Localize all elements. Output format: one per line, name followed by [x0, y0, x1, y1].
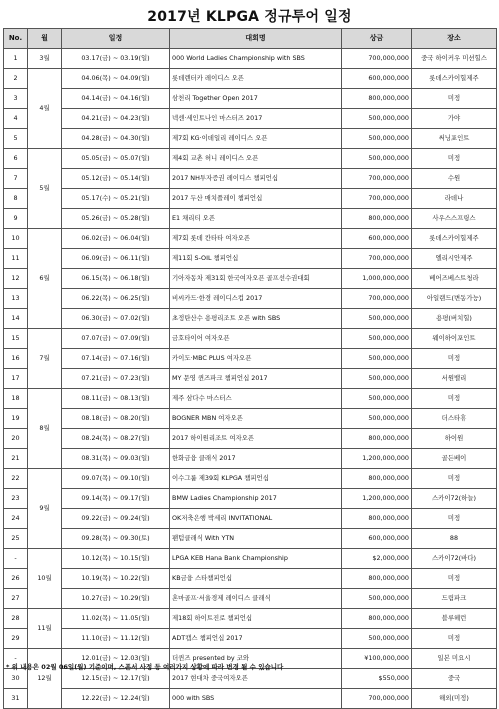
event-venue: 미정: [412, 569, 497, 589]
event-venue: 중국 하이커우 미션힐스: [412, 49, 497, 69]
month-label: 4월: [28, 69, 62, 149]
event-date: 12.15(금) ~ 12.17(일): [62, 669, 170, 689]
header-month: 월: [28, 29, 62, 49]
event-name: 넥센·세인트나인 마스터즈 2017: [170, 109, 342, 129]
event-date: 10.12(목) ~ 10.15(일): [62, 549, 170, 569]
table-row: [4, 609, 497, 629]
event-venue: 롯데스카이힐제주: [412, 69, 497, 89]
table-row: [4, 469, 497, 489]
event-date: 06.22(목) ~ 06.25(일): [62, 289, 170, 309]
event-prize: 700,000,000: [342, 289, 412, 309]
row-number: 25: [4, 529, 28, 549]
month-label: 7월: [28, 329, 62, 389]
month-label: 3월: [28, 49, 62, 69]
table-row: [4, 49, 497, 69]
row-number: 7: [4, 169, 28, 189]
event-date: 08.11(금) ~ 08.13(일): [62, 389, 170, 409]
month-label: 10월: [28, 549, 62, 609]
event-prize: $550,000: [342, 669, 412, 689]
event-venue: 용평(버치힐): [412, 309, 497, 329]
event-venue: 사우스스프링스: [412, 209, 497, 229]
event-date: 06.09(금) ~ 06.11(일): [62, 249, 170, 269]
row-number: 9: [4, 209, 28, 229]
event-name: 2017 두산 매치플레이 챔피언십: [170, 189, 342, 209]
row-number: 21: [4, 449, 28, 469]
event-venue: 블루헤런: [412, 609, 497, 629]
event-name: 혼마골프·서울경제 레이디스 클래식: [170, 589, 342, 609]
event-venue: 수원: [412, 169, 497, 189]
table-row: [4, 589, 497, 609]
row-number: 24: [4, 509, 28, 529]
event-name: 삼천리 Together Open 2017: [170, 89, 342, 109]
event-date: 04.06(목) ~ 04.09(일): [62, 69, 170, 89]
event-name: ADT캡스 챔피언십 2017: [170, 629, 342, 649]
event-prize: $2,000,000: [342, 549, 412, 569]
table-row: [4, 509, 497, 529]
event-prize: 700,000,000: [342, 249, 412, 269]
event-prize: 500,000,000: [342, 149, 412, 169]
event-date: 04.28(금) ~ 04.30(일): [62, 129, 170, 149]
row-number: 28: [4, 609, 28, 629]
event-venue: 해외(미정): [412, 689, 497, 709]
event-name: BMW Ladies Championship 2017: [170, 489, 342, 509]
event-date: 05.26(금) ~ 05.28(일): [62, 209, 170, 229]
table-row: [4, 249, 497, 269]
table-row: [4, 429, 497, 449]
event-prize: 500,000,000: [342, 389, 412, 409]
event-name: 팬텀클래식 With YTN: [170, 529, 342, 549]
event-prize: 500,000,000: [342, 409, 412, 429]
month-label: 5월: [28, 149, 62, 229]
event-date: 10.27(금) ~ 10.29(일): [62, 589, 170, 609]
table-row: [4, 449, 497, 469]
table-row: [4, 389, 497, 409]
row-number: 5: [4, 129, 28, 149]
event-venue: 미정: [412, 389, 497, 409]
event-date: 11.02(목) ~ 11.05(일): [62, 609, 170, 629]
row-number: 29: [4, 629, 28, 649]
table-header-row: [4, 29, 497, 49]
header-event: 대회명: [170, 29, 342, 49]
table-row: [4, 369, 497, 389]
event-prize: 1,200,000,000: [342, 449, 412, 469]
row-number: 4: [4, 109, 28, 129]
event-date: 12.22(금) ~ 12.24(일): [62, 689, 170, 709]
table-row: [4, 129, 497, 149]
table-row: [4, 149, 497, 169]
event-venue: 가야: [412, 109, 497, 129]
table-row: [4, 189, 497, 209]
table-row: [4, 409, 497, 429]
row-number: -: [4, 549, 28, 569]
event-name: KB금융 스타챔피언십: [170, 569, 342, 589]
event-date: 05.12(금) ~ 05.14(일): [62, 169, 170, 189]
event-prize: 500,000,000: [342, 329, 412, 349]
row-number: 14: [4, 309, 28, 329]
event-prize: 800,000,000: [342, 469, 412, 489]
event-date: 04.21(금) ~ 04.23(일): [62, 109, 170, 129]
event-venue: 스카이72(바다): [412, 549, 497, 569]
event-name: 000 with SBS: [170, 689, 342, 709]
event-name: 롯데렌터카 레이디스 오픈: [170, 69, 342, 89]
event-name: 초정탄산수 용평리조트 오픈 with SBS: [170, 309, 342, 329]
event-venue: 하이원: [412, 429, 497, 449]
event-prize: 700,000,000: [342, 689, 412, 709]
event-date: 05.05(금) ~ 05.07(일): [62, 149, 170, 169]
schedule-body: [4, 49, 497, 709]
table-row: [4, 329, 497, 349]
row-number: 13: [4, 289, 28, 309]
event-venue: 롯데스카이힐제주: [412, 229, 497, 249]
event-prize: 700,000,000: [342, 169, 412, 189]
event-venue: 엘리시안제주: [412, 249, 497, 269]
event-date: 06.15(목) ~ 06.18(일): [62, 269, 170, 289]
event-venue: 중국: [412, 669, 497, 689]
event-date: 12.01(금) ~ 12.03(일): [62, 649, 170, 669]
month-label: 8월: [28, 389, 62, 469]
event-venue: 미정: [412, 469, 497, 489]
event-date: 09.28(목) ~ 09.30(토): [62, 529, 170, 549]
event-prize: 800,000,000: [342, 209, 412, 229]
event-name: 제4회 교촌 허니 레이디스 오픈: [170, 149, 342, 169]
event-prize: 600,000,000: [342, 69, 412, 89]
event-venue: 스카이72(하늘): [412, 489, 497, 509]
page-title: 2017년 KLPGA 정규투어 일정: [147, 9, 352, 25]
event-date: 11.10(금) ~ 11.12(일): [62, 629, 170, 649]
event-prize: 500,000,000: [342, 309, 412, 329]
event-date: 09.07(목) ~ 09.10(일): [62, 469, 170, 489]
event-venue: 써닝포인트: [412, 129, 497, 149]
table-row: [4, 689, 497, 709]
event-prize: 800,000,000: [342, 89, 412, 109]
event-venue: 미정: [412, 149, 497, 169]
table-row: [4, 529, 497, 549]
event-prize: 700,000,000: [342, 49, 412, 69]
event-date: 10.19(목) ~ 10.22(일): [62, 569, 170, 589]
table-row: [4, 489, 497, 509]
event-name: BOGNER MBN 여자오픈: [170, 409, 342, 429]
event-date: 08.18(금) ~ 08.20(일): [62, 409, 170, 429]
event-name: 2017 현대차 중국여자오픈: [170, 669, 342, 689]
event-name: 카이도·MBC PLUS 여자오픈: [170, 349, 342, 369]
month-label: 6월: [28, 229, 62, 329]
event-name: 000 World Ladies Championship with SBS: [170, 49, 342, 69]
event-date: 06.30(금) ~ 07.02(일): [62, 309, 170, 329]
event-date: 07.21(금) ~ 07.23(일): [62, 369, 170, 389]
month-label: 12월: [28, 649, 62, 709]
row-number: 11: [4, 249, 28, 269]
event-venue: 골든베이: [412, 449, 497, 469]
row-number: 19: [4, 409, 28, 429]
event-venue: 서원밸리: [412, 369, 497, 389]
table-row: [4, 569, 497, 589]
event-name: 이수그룹 제39회 KLPGA 챔피언십: [170, 469, 342, 489]
event-prize: 1,000,000,000: [342, 269, 412, 289]
event-name: 2017 NH투자증권 레이디스 챔피언십: [170, 169, 342, 189]
event-prize: 800,000,000: [342, 509, 412, 529]
event-name: 2017 하이원리조트 여자오픈: [170, 429, 342, 449]
table-row: [4, 549, 497, 569]
event-name: 제11회 S-OIL 챔피언십: [170, 249, 342, 269]
table-row: [4, 109, 497, 129]
event-venue: 미정: [412, 629, 497, 649]
table-row: [4, 69, 497, 89]
event-date: 04.14(금) ~ 04.16(일): [62, 89, 170, 109]
event-prize: 800,000,000: [342, 569, 412, 589]
table-row: [4, 169, 497, 189]
table-row: [4, 229, 497, 249]
event-prize: 500,000,000: [342, 589, 412, 609]
event-date: 07.07(금) ~ 07.09(일): [62, 329, 170, 349]
event-venue: 라데나: [412, 189, 497, 209]
event-prize: 500,000,000: [342, 109, 412, 129]
event-name: 비씨카드·한경 레이디스컵 2017: [170, 289, 342, 309]
table-row: [4, 349, 497, 369]
event-name: 더퀸즈 presented by 코와: [170, 649, 342, 669]
row-number: 15: [4, 329, 28, 349]
row-number: 8: [4, 189, 28, 209]
table-row: [4, 89, 497, 109]
event-date: 09.22(금) ~ 09.24(일): [62, 509, 170, 529]
event-date: 08.31(목) ~ 09.03(일): [62, 449, 170, 469]
month-label: 11월: [28, 609, 62, 649]
event-venue: 미정: [412, 509, 497, 529]
row-number: 20: [4, 429, 28, 449]
event-prize: 500,000,000: [342, 129, 412, 149]
row-number: 10: [4, 229, 28, 249]
event-prize: 500,000,000: [342, 369, 412, 389]
header-no: No.: [4, 29, 28, 49]
row-number: 12: [4, 269, 28, 289]
event-prize: 600,000,000: [342, 229, 412, 249]
event-venue: 웨이하이포인트: [412, 329, 497, 349]
table-row: [4, 669, 497, 689]
schedule-table: [3, 28, 497, 709]
event-venue: 일본 미요시: [412, 649, 497, 669]
event-name: 제7회 롯데 칸타타 여자오픈: [170, 229, 342, 249]
event-name: 제주 삼다수 마스터스: [170, 389, 342, 409]
row-number: 3: [4, 89, 28, 109]
row-number: 18: [4, 389, 28, 409]
row-number: 2: [4, 69, 28, 89]
row-number: 17: [4, 369, 28, 389]
event-prize: 600,000,000: [342, 529, 412, 549]
row-number: 30: [4, 669, 28, 689]
event-prize: 800,000,000: [342, 609, 412, 629]
row-number: 6: [4, 149, 28, 169]
event-venue: 아일랜드(변동가능): [412, 289, 497, 309]
event-name: 한화금융 클래식 2017: [170, 449, 342, 469]
event-prize: 1,200,000,000: [342, 489, 412, 509]
event-venue: 미정: [412, 89, 497, 109]
event-date: 05.17(수) ~ 05.21(일): [62, 189, 170, 209]
event-prize: 500,000,000: [342, 349, 412, 369]
event-name: 제18회 하이트진로 챔피언십: [170, 609, 342, 629]
event-prize: ¥100,000,000: [342, 649, 412, 669]
row-number: -: [4, 649, 28, 669]
event-name: OK저축은행 박세리 INVITATIONAL: [170, 509, 342, 529]
row-number: 27: [4, 589, 28, 609]
row-number: 31: [4, 689, 28, 709]
event-venue: 88: [412, 529, 497, 549]
row-number: 1: [4, 49, 28, 69]
row-number: 23: [4, 489, 28, 509]
table-row: [4, 289, 497, 309]
event-name: MY 문영 퀸즈파크 챔피언십 2017: [170, 369, 342, 389]
event-prize: 700,000,000: [342, 189, 412, 209]
table-row: [4, 629, 497, 649]
row-number: 26: [4, 569, 28, 589]
event-name: 제7회 KG·이데일리 레이디스 오픈: [170, 129, 342, 149]
row-number: 16: [4, 349, 28, 369]
table-row: [4, 269, 497, 289]
event-date: 08.24(목) ~ 08.27(일): [62, 429, 170, 449]
footnote: * 위 내용은 02월 06일(월) 기준이며, 스폰서 사정 등 여러가지 상황에 따라 변경 될 수 있습니다: [6, 663, 284, 671]
event-name: E1 채리티 오픈: [170, 209, 342, 229]
event-name: 기아자동차 제31회 한국여자오픈 골프선수권대회: [170, 269, 342, 289]
header-venue: 장소: [412, 29, 497, 49]
event-date: 09.14(목) ~ 09.17(일): [62, 489, 170, 509]
event-date: 07.14(금) ~ 07.16(일): [62, 349, 170, 369]
event-prize: 500,000,000: [342, 629, 412, 649]
event-date: 06.02(금) ~ 06.04(일): [62, 229, 170, 249]
event-date: 03.17(금) ~ 03.19(일): [62, 49, 170, 69]
header-prize: 상금: [342, 29, 412, 49]
table-row: [4, 309, 497, 329]
table-row: [4, 209, 497, 229]
event-name: 금호타이어 여자오픈: [170, 329, 342, 349]
event-venue: 미정: [412, 349, 497, 369]
event-prize: 800,000,000: [342, 429, 412, 449]
event-name: LPGA KEB Hana Bank Championship: [170, 549, 342, 569]
event-venue: 더스타휴: [412, 409, 497, 429]
row-number: 22: [4, 469, 28, 489]
header-date: 일정: [62, 29, 170, 49]
event-venue: 드림파크: [412, 589, 497, 609]
month-label: 9월: [28, 469, 62, 549]
event-venue: 베어즈베스트청라: [412, 269, 497, 289]
